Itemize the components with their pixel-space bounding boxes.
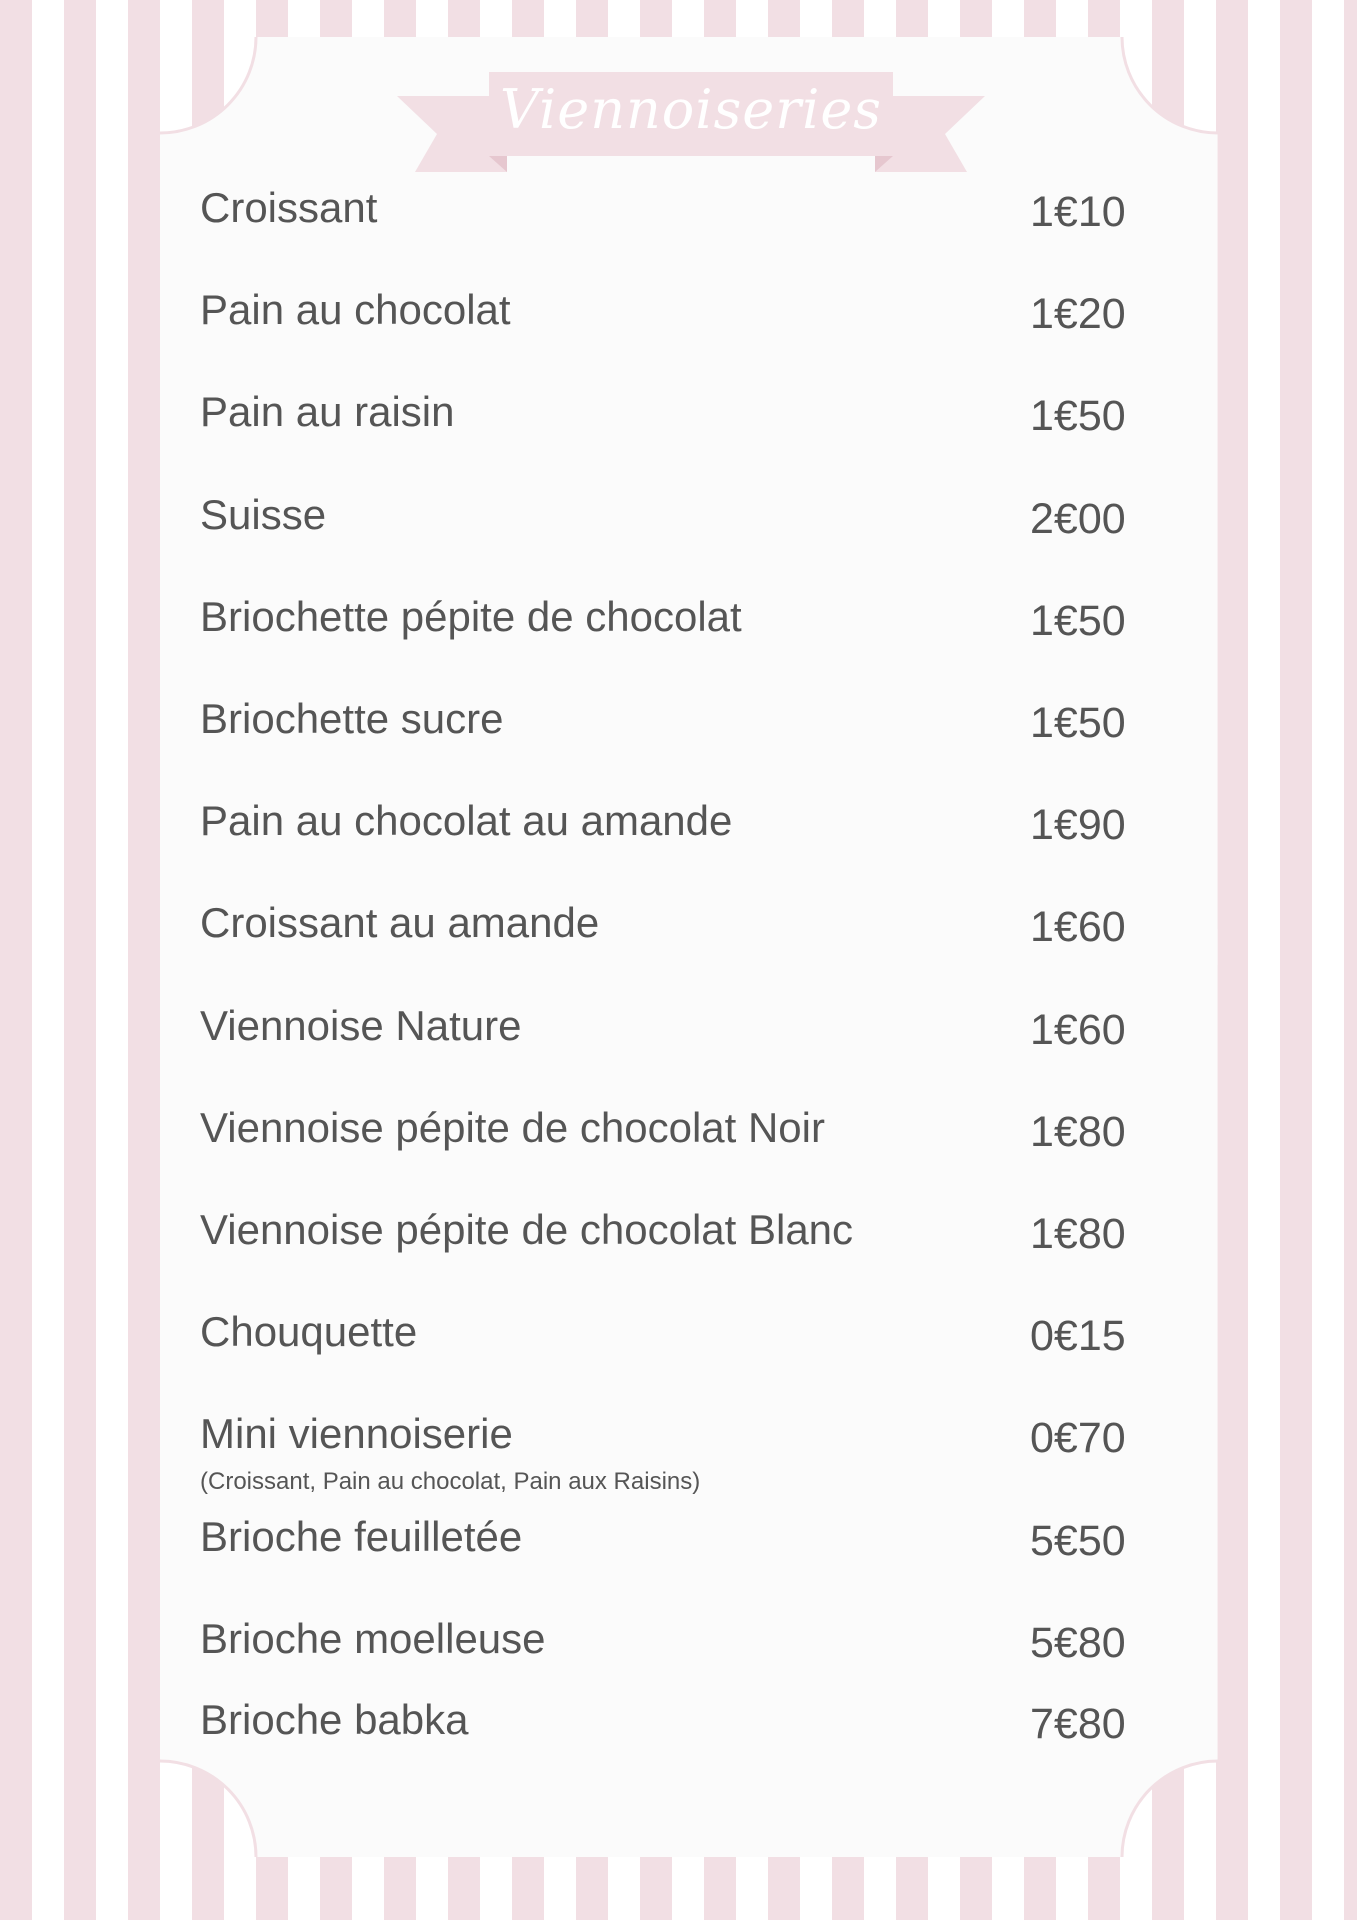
menu-item-price: 1€60	[1030, 1005, 1126, 1054]
menu-item-price: 1€10	[1030, 188, 1126, 236]
menu-item	[0, 1407, 1357, 1496]
menu-item-name: Pain au raisin	[200, 388, 455, 436]
menu-item	[0, 1101, 1357, 1181]
menu-item	[0, 1612, 1357, 1692]
menu-item-price: 0€70	[1030, 1414, 1126, 1463]
menu-item	[0, 590, 1357, 670]
menu-item	[0, 1693, 1357, 1773]
menu-item-price: 1€80	[1030, 1210, 1126, 1258]
menu-item-name: Pain au chocolat au amande	[200, 797, 733, 845]
menu-item-price: 5€80	[1030, 1618, 1126, 1667]
menu-item	[0, 794, 1357, 874]
menu-item-price: 2€00	[1030, 494, 1126, 543]
menu-item	[0, 692, 1357, 772]
menu-item-price: 5€50	[1030, 1516, 1126, 1565]
menu-item-name: Viennoise Nature	[200, 1001, 522, 1049]
menu-item-price: 1€50	[1030, 699, 1126, 747]
menu-item-price: 1€80	[1030, 1107, 1126, 1156]
menu-item-price: 1€50	[1030, 392, 1126, 441]
menu-item	[0, 181, 1357, 261]
menu-item-name: Briochette pépite de chocolat	[200, 592, 742, 640]
menu-item	[0, 385, 1357, 465]
menu-item-name: Viennoise pépite de chocolat Blanc	[200, 1206, 854, 1253]
menu-item-note: (Croissant, Pain au chocolat, Pain aux Raisins)	[200, 1468, 701, 1496]
menu-item-price: 7€80	[1030, 1700, 1126, 1748]
menu-item	[0, 283, 1357, 363]
menu-item-price: 0€15	[1030, 1312, 1126, 1361]
menu-item	[0, 488, 1357, 568]
menu-item-name: Briochette sucre	[200, 695, 504, 742]
menu-item-name: Brioche feuilletée	[200, 1512, 523, 1560]
menu-item-price: 1€90	[1030, 801, 1126, 850]
menu-item	[0, 1203, 1357, 1283]
menu-item-name: Suisse	[200, 490, 327, 538]
menu-item	[0, 1305, 1357, 1385]
menu-item-name: Mini viennoiserie	[200, 1410, 513, 1458]
menu-item-price: 1€60	[1030, 903, 1126, 952]
menu-item-name: Pain au chocolat	[200, 286, 511, 334]
menu-item	[0, 896, 1357, 976]
menu-item-name: Croissant au amande	[200, 899, 600, 947]
menu-item-name: Croissant	[200, 184, 378, 231]
menu-item-name: Brioche moelleuse	[200, 1614, 546, 1662]
menu-title: Viennoiseries	[499, 78, 883, 141]
menu-item-name: Viennoise pépite de chocolat Noir	[200, 1103, 825, 1151]
menu-item-name: Chouquette	[200, 1308, 418, 1356]
menu-item-price: 1€20	[1030, 290, 1126, 339]
menu-item-price: 1€50	[1030, 596, 1126, 645]
menu-item-name: Brioche babka	[200, 1696, 469, 1743]
menu-item	[0, 1510, 1357, 1590]
menu-item	[0, 999, 1357, 1079]
title-banner	[397, 72, 985, 174]
